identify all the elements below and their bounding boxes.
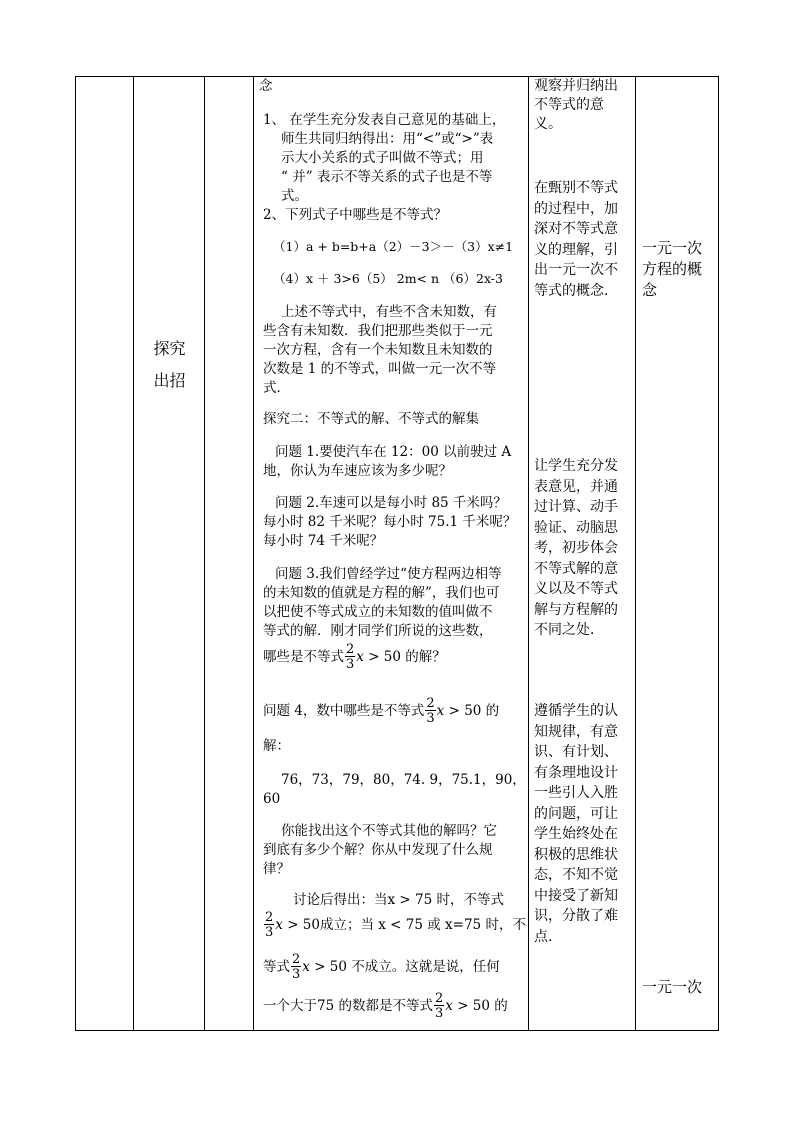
- intent-line: 义以及不等式: [534, 581, 618, 597]
- content-line: 上述不等式中，有些不含未知数，有: [281, 304, 497, 320]
- intent-line: 不等式解的意: [534, 560, 618, 577]
- fraction-denominator: 3: [292, 967, 301, 982]
- content-line: 的未知数的值就是方程的解”，我们也可: [263, 585, 500, 601]
- intent-line: 的问题，可让: [534, 805, 618, 822]
- content-line: 60: [263, 791, 281, 807]
- concept-label: [642, 977, 716, 998]
- content-line: 解：: [263, 738, 290, 754]
- content-line: 式．: [263, 380, 290, 396]
- intent-line: 不同之处．: [534, 622, 604, 638]
- intent-line: 积极的思维状: [534, 846, 618, 863]
- content-line: 问题 2.车速可以是每小时 85 千米吗？: [275, 495, 507, 511]
- content-line: 等式的解．刚才同学们所说的这些数，: [263, 623, 493, 639]
- content-line: 地，你认为车速应该为多少呢？: [263, 463, 452, 479]
- fraction-denominator: 3: [426, 711, 435, 726]
- design-intent-block: [534, 456, 632, 641]
- fraction-denominator: 3: [346, 657, 355, 672]
- content-line: 每小时 74 千米呢？: [263, 533, 384, 549]
- content-line: 76，73，79，80，74. 9，75.1，90，: [281, 772, 526, 788]
- content-line: 念: [259, 78, 273, 94]
- content-line: 次数是 1 的不等式，叫做一元一次不等: [263, 361, 497, 377]
- intent-line: 不等式的意: [534, 97, 604, 113]
- column-divider: [133, 77, 134, 1030]
- stage-label-line: 出招: [153, 371, 186, 390]
- concept-line: 方程的概: [642, 260, 703, 278]
- intent-line: 出一元一次不: [534, 262, 618, 278]
- fraction: [291, 953, 301, 981]
- fraction-denominator: 3: [434, 1006, 444, 1021]
- inequality-tail: > 50: [457, 997, 490, 1014]
- content-line: （1）a + b=b+a（2）－3＞－（3）x≠1: [273, 239, 514, 254]
- intent-line: 观察并归纳出: [534, 78, 618, 94]
- intent-line: 让学生充分发: [534, 458, 618, 474]
- intent-line: 知规律，有意: [534, 723, 618, 740]
- inequality-tail: > 50: [368, 648, 401, 665]
- design-intent-block: [534, 77, 632, 134]
- intent-line: 在甄别不等式: [534, 180, 618, 196]
- column-divider: [204, 77, 205, 1030]
- intent-line: 识、有计划、: [534, 744, 618, 760]
- content-line: 一次方程，含有一个未知数且未知数的: [263, 342, 493, 358]
- content-line: [263, 643, 446, 671]
- content-line: [263, 697, 499, 725]
- column-divider: [635, 77, 636, 1030]
- fraction: [264, 911, 274, 939]
- content-text: 不成立。这就是说，任何: [351, 958, 500, 975]
- lesson-plan-table: [75, 76, 719, 1031]
- variable: x: [356, 648, 364, 665]
- intent-line: 遵循学生的认: [534, 703, 618, 719]
- intent-line: 深对不等式意: [534, 221, 618, 237]
- design-intent-block: [534, 178, 632, 301]
- content-text: 等式: [263, 958, 290, 975]
- content-text: 哪些是不等式: [263, 648, 344, 665]
- intent-line: 表意见，并通: [534, 478, 618, 495]
- content-line: 问题 3.我们曾经学过“使方程两边相等: [275, 566, 502, 582]
- fraction-numerator: 2: [292, 952, 301, 967]
- fraction: [434, 992, 444, 1020]
- fraction: [345, 643, 355, 671]
- stage-label-line: 探究: [153, 339, 186, 358]
- content-line: （4）x ＋ 3>6（5） 2m< n （6）2x-3: [273, 271, 503, 286]
- content-line: 1、 在学生充分发表自己意见的基础上，: [263, 112, 506, 128]
- intent-line: 点.: [534, 928, 553, 945]
- fraction-numerator: 2: [265, 910, 274, 925]
- content-text: 成立；当 x < 75 或 x=75 时，不: [319, 916, 526, 933]
- variable: x: [445, 997, 453, 1014]
- intent-line: 验证、动脑思: [534, 519, 618, 536]
- content-line: 讨论后得出：当x > 75 时，不等式: [293, 892, 504, 908]
- intent-line: 的过程中，加: [534, 200, 618, 217]
- intent-line: 态，不知不觉: [534, 867, 618, 883]
- content-text: 的: [485, 702, 500, 719]
- concept-line: 一元一次: [642, 239, 703, 257]
- content-line: [263, 992, 508, 1020]
- variable: x: [302, 958, 310, 975]
- fraction-numerator: 2: [426, 696, 435, 711]
- fraction-numerator: 2: [346, 642, 355, 657]
- content-line: 2、下列式子中哪些是不等式？: [263, 207, 448, 223]
- content-text: 问题 4，数中哪些是不等式: [263, 702, 425, 719]
- intent-line: 中接受了新知: [534, 887, 618, 904]
- intent-line: 考，初步体会: [534, 540, 618, 556]
- content-line: 到底有多少个解？你从中发现了什么规: [263, 842, 493, 858]
- stage-label: [135, 333, 204, 397]
- fraction: [425, 697, 435, 725]
- content-text: 的解？: [405, 648, 446, 665]
- column-divider: [528, 77, 529, 1030]
- variable: x: [436, 702, 445, 719]
- content-line: 以把使不等式成立的未知数的值叫做不: [263, 604, 493, 620]
- content-line: 师生共同归纳得出：用“<”或“>”表: [281, 131, 494, 147]
- content-line: [263, 953, 500, 981]
- content-text: 一个大于75 的数都是不等式: [263, 997, 433, 1014]
- content-line: 问题 1.要使汽车在 12：00 以前驶过 A: [275, 444, 512, 460]
- content-line: “ 并” 表示不等关系的式子也是不等: [281, 169, 493, 185]
- fraction-numerator: 2: [434, 991, 444, 1006]
- inequality-tail: > 50: [314, 958, 347, 975]
- content-line: 每小时 82 千米呢？每小时 75.1 千米呢？: [263, 514, 517, 530]
- content-line: 些含有未知数．我们把那些类似于一元: [263, 323, 493, 339]
- variable: x: [275, 916, 283, 933]
- inequality-tail: > 50: [287, 916, 320, 933]
- design-intent-block: [534, 701, 632, 947]
- inequality-tail: > 50: [448, 702, 482, 719]
- content-line: 律？: [263, 861, 290, 877]
- content-line: [263, 911, 526, 939]
- intent-line: 一些引人入胜: [534, 785, 618, 801]
- content-line: 探究二：不等式的解、不等式的解集: [263, 411, 479, 427]
- content-line: 你能找出这个不等式其他的解吗？它: [281, 823, 497, 839]
- content-text: 的: [494, 997, 508, 1014]
- intent-line: 过计算、动手: [534, 499, 618, 515]
- column-divider: [253, 77, 254, 1030]
- concept-line: 一元一次: [642, 978, 703, 996]
- intent-line: 解与方程解的: [534, 601, 618, 618]
- concept-label: [642, 238, 716, 301]
- concept-line: 念: [642, 281, 658, 299]
- content-line: 示大小关系的式子叫做不等式；用: [281, 150, 484, 166]
- intent-line: 学生始终处在: [534, 826, 618, 842]
- intent-line: 等式的概念．: [534, 282, 618, 299]
- intent-line: 义。: [534, 116, 562, 132]
- intent-line: 识，分散了难: [534, 908, 618, 924]
- intent-line: 义的理解，引: [534, 241, 618, 258]
- intent-line: 有条理地设计: [534, 764, 618, 781]
- fraction-denominator: 3: [265, 925, 274, 940]
- content-line: 式。: [281, 188, 308, 204]
